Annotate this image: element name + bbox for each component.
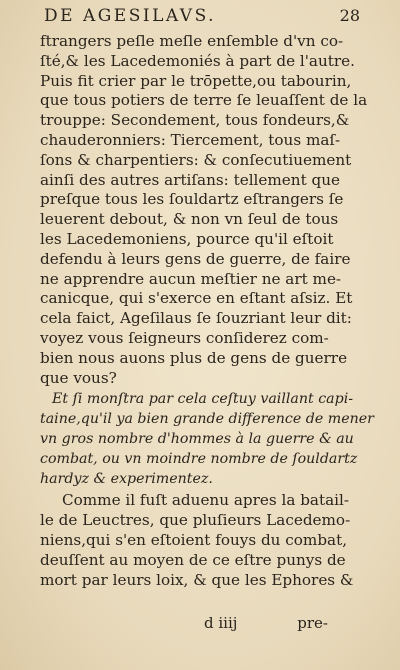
text-line: ne apprendre aucun meſtier ne art me- bbox=[40, 269, 342, 288]
text-line: les Lacedemoniens, pource qu'il eſtoit bbox=[40, 229, 334, 248]
text-line: ainſi des autres artiſans: tellement que bbox=[40, 170, 340, 189]
text-line: trouppe: Secondement, tous fondeurs,& bbox=[40, 111, 350, 130]
text-line: canicque, qui s'exerce en eſtant aſsiz. Et bbox=[40, 289, 353, 308]
text-line: chauderonniers: Tiercement, tous maſ- bbox=[40, 130, 341, 149]
text-block bbox=[40, 32, 374, 590]
running-header bbox=[44, 6, 360, 26]
italic-line: Et ſi monſtra par cela ceſtuy vaillant capi- bbox=[52, 391, 354, 408]
signature-mark: d iiij bbox=[204, 614, 238, 632]
page-number: 28 bbox=[339, 6, 360, 25]
catchword: pre- bbox=[297, 614, 328, 632]
italic-line: vn gros nombre d'hommes à la guerre & au bbox=[40, 430, 354, 447]
text-line: voyez vous ſeigneurs conſiderez com- bbox=[40, 328, 329, 347]
text-line: ſons & charpentiers: & conſecutiuement bbox=[40, 150, 352, 169]
text-line: Comme il fuſt aduenu apres la batail- bbox=[62, 491, 349, 510]
running-title: DE AGESILAVS. bbox=[44, 6, 217, 26]
page-footer bbox=[40, 614, 328, 632]
text-line: le de Leuctres, que pluſieurs Lacedemo- bbox=[40, 511, 351, 530]
text-line: ſté,& les Lacedemoniés à part de l'autre. bbox=[40, 51, 355, 70]
text-line: defendu à leurs gens de guerre, de faire bbox=[40, 249, 351, 268]
text-line: preſque tous les ſouldartz eſtrangers ſe bbox=[40, 190, 344, 209]
text-line: leuerent debout, & non vn ſeul de tous bbox=[40, 210, 339, 229]
text-line: que tous potiers de terre ſe leuaſſent de la bbox=[40, 91, 368, 110]
text-line: bien nous auons plus de gens de guerre bbox=[40, 348, 348, 367]
text-line: cela faict, Ageſilaus ſe ſouzriant leur dit: bbox=[40, 309, 352, 328]
text-line: niens,qui s'en eſtoient fouys du combat, bbox=[40, 530, 348, 549]
text-line: deuſſent au moyen de ce eſtre punys de bbox=[40, 550, 346, 569]
italic-line: taine,qu'il ya bien grande difference de mener bbox=[40, 411, 374, 428]
text-line: que vous? bbox=[40, 368, 117, 387]
italic-line: combat, ou vn moindre nombre de ſouldartz bbox=[40, 450, 358, 467]
text-line: Puis fit crier par le trōpette,ou tabourin, bbox=[40, 71, 352, 90]
text-line: mort par leurs loix, & que les Ephores & bbox=[40, 570, 354, 589]
italic-line: hardyz & experimentez. bbox=[40, 470, 213, 487]
text-line: ftrangers peſle meſle enſemble d'vn co- bbox=[40, 32, 344, 50]
